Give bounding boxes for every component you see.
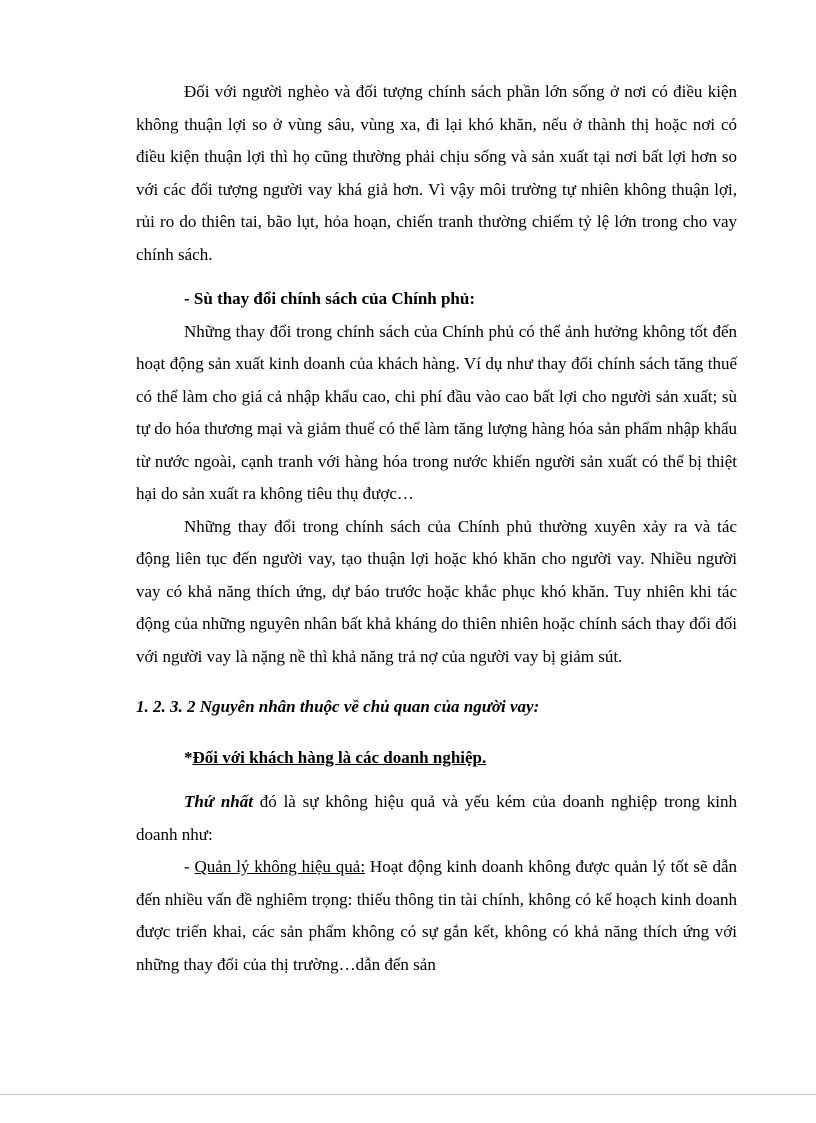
text-run: - [184, 857, 195, 876]
text-run: Đối với người nghèo và đối tượng chính sách phần lớn sống ở nơi có điều kiện không thuận lợi so ở vùng sâu, vùng xa, đi lại khó khăn, nếu ở thành thị hoặc nơi có điều kiện thuận lợi thì họ cũng thường phải chịu sống và sản xuất tại nơi bất lợi hơn so với các đối tượng người vay khá giả hơn. Vì vậy môi trường tự nhiên không thuận lợi, rủi ro do thiên tai, bão lụt, hỏa hoạn, chiến tranh thường chiếm tỷ lệ lớn trong cho vay chính sách. [136, 82, 742, 264]
heading-policy-change [136, 283, 737, 316]
para-natural-environment [136, 76, 742, 271]
text-run: Những thay đổi trong chính sách của Chính phủ thường xuyên xảy ra và tác động liên tục đến người vay, tạo thuận lợi hoặc khó khăn cho người vay. Nhiều người vay có khả năng thích ứng, dự báo trước hoặc khắc phục khó khăn. Tuy nhiên khi tác động của những nguyên nhân bất khả kháng do thiên nhiên hoặc chính sách thay đổi đối với người vay là nặng nề thì khả năng trả nợ của người vay bị giảm sút. [136, 516, 742, 666]
text-run: đó là sự không hiệu quả và yếu kém của doanh nghiệp trong kinh doanh như: [136, 792, 742, 844]
text-run: Quản lý không hiệu quả: [194, 857, 366, 876]
text-run: - Sù thay đổi chính sách của Chính phủ: [184, 289, 476, 308]
para-policy-frequency [136, 511, 742, 674]
text-run: 1. 2. 3. 2 Nguyên nhân thuộc về chủ quan của người vay: [136, 697, 540, 716]
text-run: Đối với khách hàng là các doanh nghiệp. [192, 747, 487, 767]
text-run: Hoạt động kinh doanh không được quản lý tốt sẽ dẫn đến nhiều vấn đề nghiêm trọng: thiếu thông tin tài chính, không có kế hoạch kinh doanh được triển khai, các sản phẩm không có sự gắn kết, không có khả năng thích ứng với những thay đổi của thị trường…dẫn đến sản [136, 857, 742, 974]
para-first-reason [136, 786, 742, 851]
text-run: * [184, 747, 193, 767]
para-policy-impact [136, 316, 742, 511]
heading-enterprise-customers [136, 742, 737, 775]
text-run: Thứ nhất [184, 792, 260, 811]
footer-divider [0, 1094, 816, 1095]
text-run: Những thay đổi trong chính sách của Chính phủ có thể ảnh hưởng không tốt đến hoạt động sản xuất kinh doanh của khách hàng. Ví dụ như thay đổi chính sách tăng thuế có thể làm cho giá cả nhập khẩu cao, chi phí đầu vào cao bất lợi cho người sản xuất; sù tự do hóa thương mại và giảm thuế có thể làm tăng lượng hàng hóa sản phẩm nhập khẩu từ nước ngoài, cạnh tranh với hàng hóa trong nước khiến người sản xuất có thể bị thiệt hại do sản xuất ra không tiêu thụ được… [136, 321, 742, 503]
heading-subjective-causes [136, 691, 737, 724]
para-ineffective-management [136, 851, 742, 981]
document-body [136, 76, 742, 981]
